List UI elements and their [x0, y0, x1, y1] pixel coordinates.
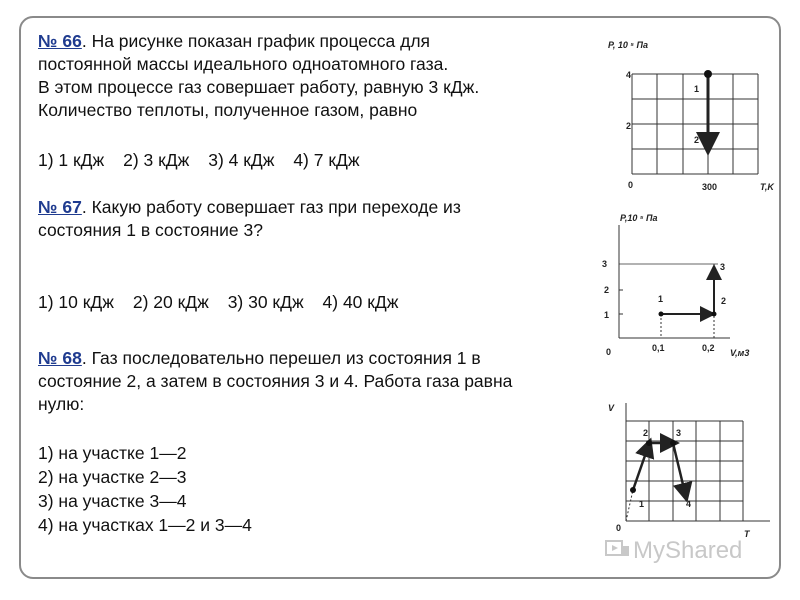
origin-label: 0 — [606, 347, 612, 357]
x-tick-label: 300 — [702, 182, 718, 192]
problem-67-answers — [38, 292, 413, 313]
problem-66-text: № 66. На рисунке показан график процесса для постоянной массы идеального одноатомного газа. В этом процессе газ совершает работу, равную 3 кДж. Количество теплоты, полученное газом, равно — [38, 31, 480, 120]
x-tick-label: 0,2 — [702, 343, 715, 353]
x-tick-label: 0,1 — [652, 343, 665, 353]
state-point-2 — [712, 312, 717, 317]
origin-label: 0 — [628, 180, 634, 190]
point-label: 4 — [686, 499, 692, 509]
answer-option[interactable]: 3) на участке 3—4 — [38, 491, 187, 511]
state-point-3 — [670, 440, 676, 446]
answer-option[interactable]: 1) на участке 1—2 — [38, 443, 187, 463]
state-point-1 — [704, 70, 712, 78]
answer-option[interactable]: 1) 1 кДж — [38, 150, 105, 170]
graph-68 — [600, 397, 780, 547]
state-point-2 — [646, 440, 652, 446]
y-tick-label: 1 — [604, 310, 610, 320]
answer-option[interactable]: 4) 7 кДж — [293, 150, 360, 170]
graph-67 — [590, 210, 790, 370]
point-label: 2 — [694, 135, 700, 145]
dashed-guide — [626, 490, 633, 521]
answer-option[interactable]: 2) 3 кДж — [123, 150, 190, 170]
y-tick-label: 4 — [626, 70, 632, 80]
answer-option[interactable]: 3) 30 кДж — [227, 292, 304, 312]
process-3-4-arrow — [673, 443, 685, 493]
answer-option[interactable]: 4) на участках 1—2 и 3—4 — [38, 515, 252, 535]
x-axis-label: V,м3 — [730, 348, 750, 358]
x-axis-label: T — [744, 529, 750, 539]
point-label: 2 — [643, 428, 649, 438]
grid — [626, 403, 770, 521]
process-1-2-arrow — [633, 447, 648, 490]
point-label: 2 — [721, 296, 727, 306]
problem-67-text: № 67. Какую работу совершает газ при переходе из состояния 1 в состояние 3? — [38, 197, 461, 240]
problem-68-number: № 68 — [38, 348, 82, 368]
answer-option[interactable]: 3) 4 кДж — [208, 150, 275, 170]
problem-66-answers — [38, 150, 374, 171]
y-tick-label: 2 — [604, 285, 610, 295]
origin-label: 0 — [616, 523, 622, 533]
problem-68-text: № 68. Газ последовательно перешел из состояния 1 в состояние 2, а затем в состояния 3 и 4. Работа газа равна нулю: — [38, 348, 513, 414]
watermark: MyShared — [605, 537, 742, 565]
problem-66-number: № 66 — [38, 31, 82, 51]
state-point-1 — [630, 487, 636, 493]
point-label: 3 — [676, 428, 682, 438]
point-label: 3 — [720, 262, 726, 272]
problem-67-number: № 67 — [38, 197, 82, 217]
graph-66 — [590, 32, 790, 202]
problem-68-answers — [38, 441, 252, 537]
y-tick-label: 2 — [626, 121, 632, 131]
y-axis-label: P, 10 ⁵ Па — [608, 40, 648, 50]
watermark-logo-icon — [605, 538, 631, 562]
x-axis-label: T,K — [760, 182, 774, 192]
answer-option[interactable]: 1) 10 кДж — [38, 292, 114, 312]
y-axis-label: V — [608, 403, 615, 413]
point-label: 1 — [639, 499, 645, 509]
answer-option[interactable]: 2) 20 кДж — [132, 292, 209, 312]
state-point-1 — [659, 312, 664, 317]
y-tick-label: 3 — [602, 259, 608, 269]
point-label: 1 — [694, 84, 700, 94]
answer-option[interactable]: 4) 40 кДж — [322, 292, 399, 312]
answer-option[interactable]: 2) на участке 2—3 — [38, 467, 187, 487]
point-label: 1 — [658, 294, 664, 304]
y-axis-label: P,10 ⁵ Па — [620, 213, 658, 223]
